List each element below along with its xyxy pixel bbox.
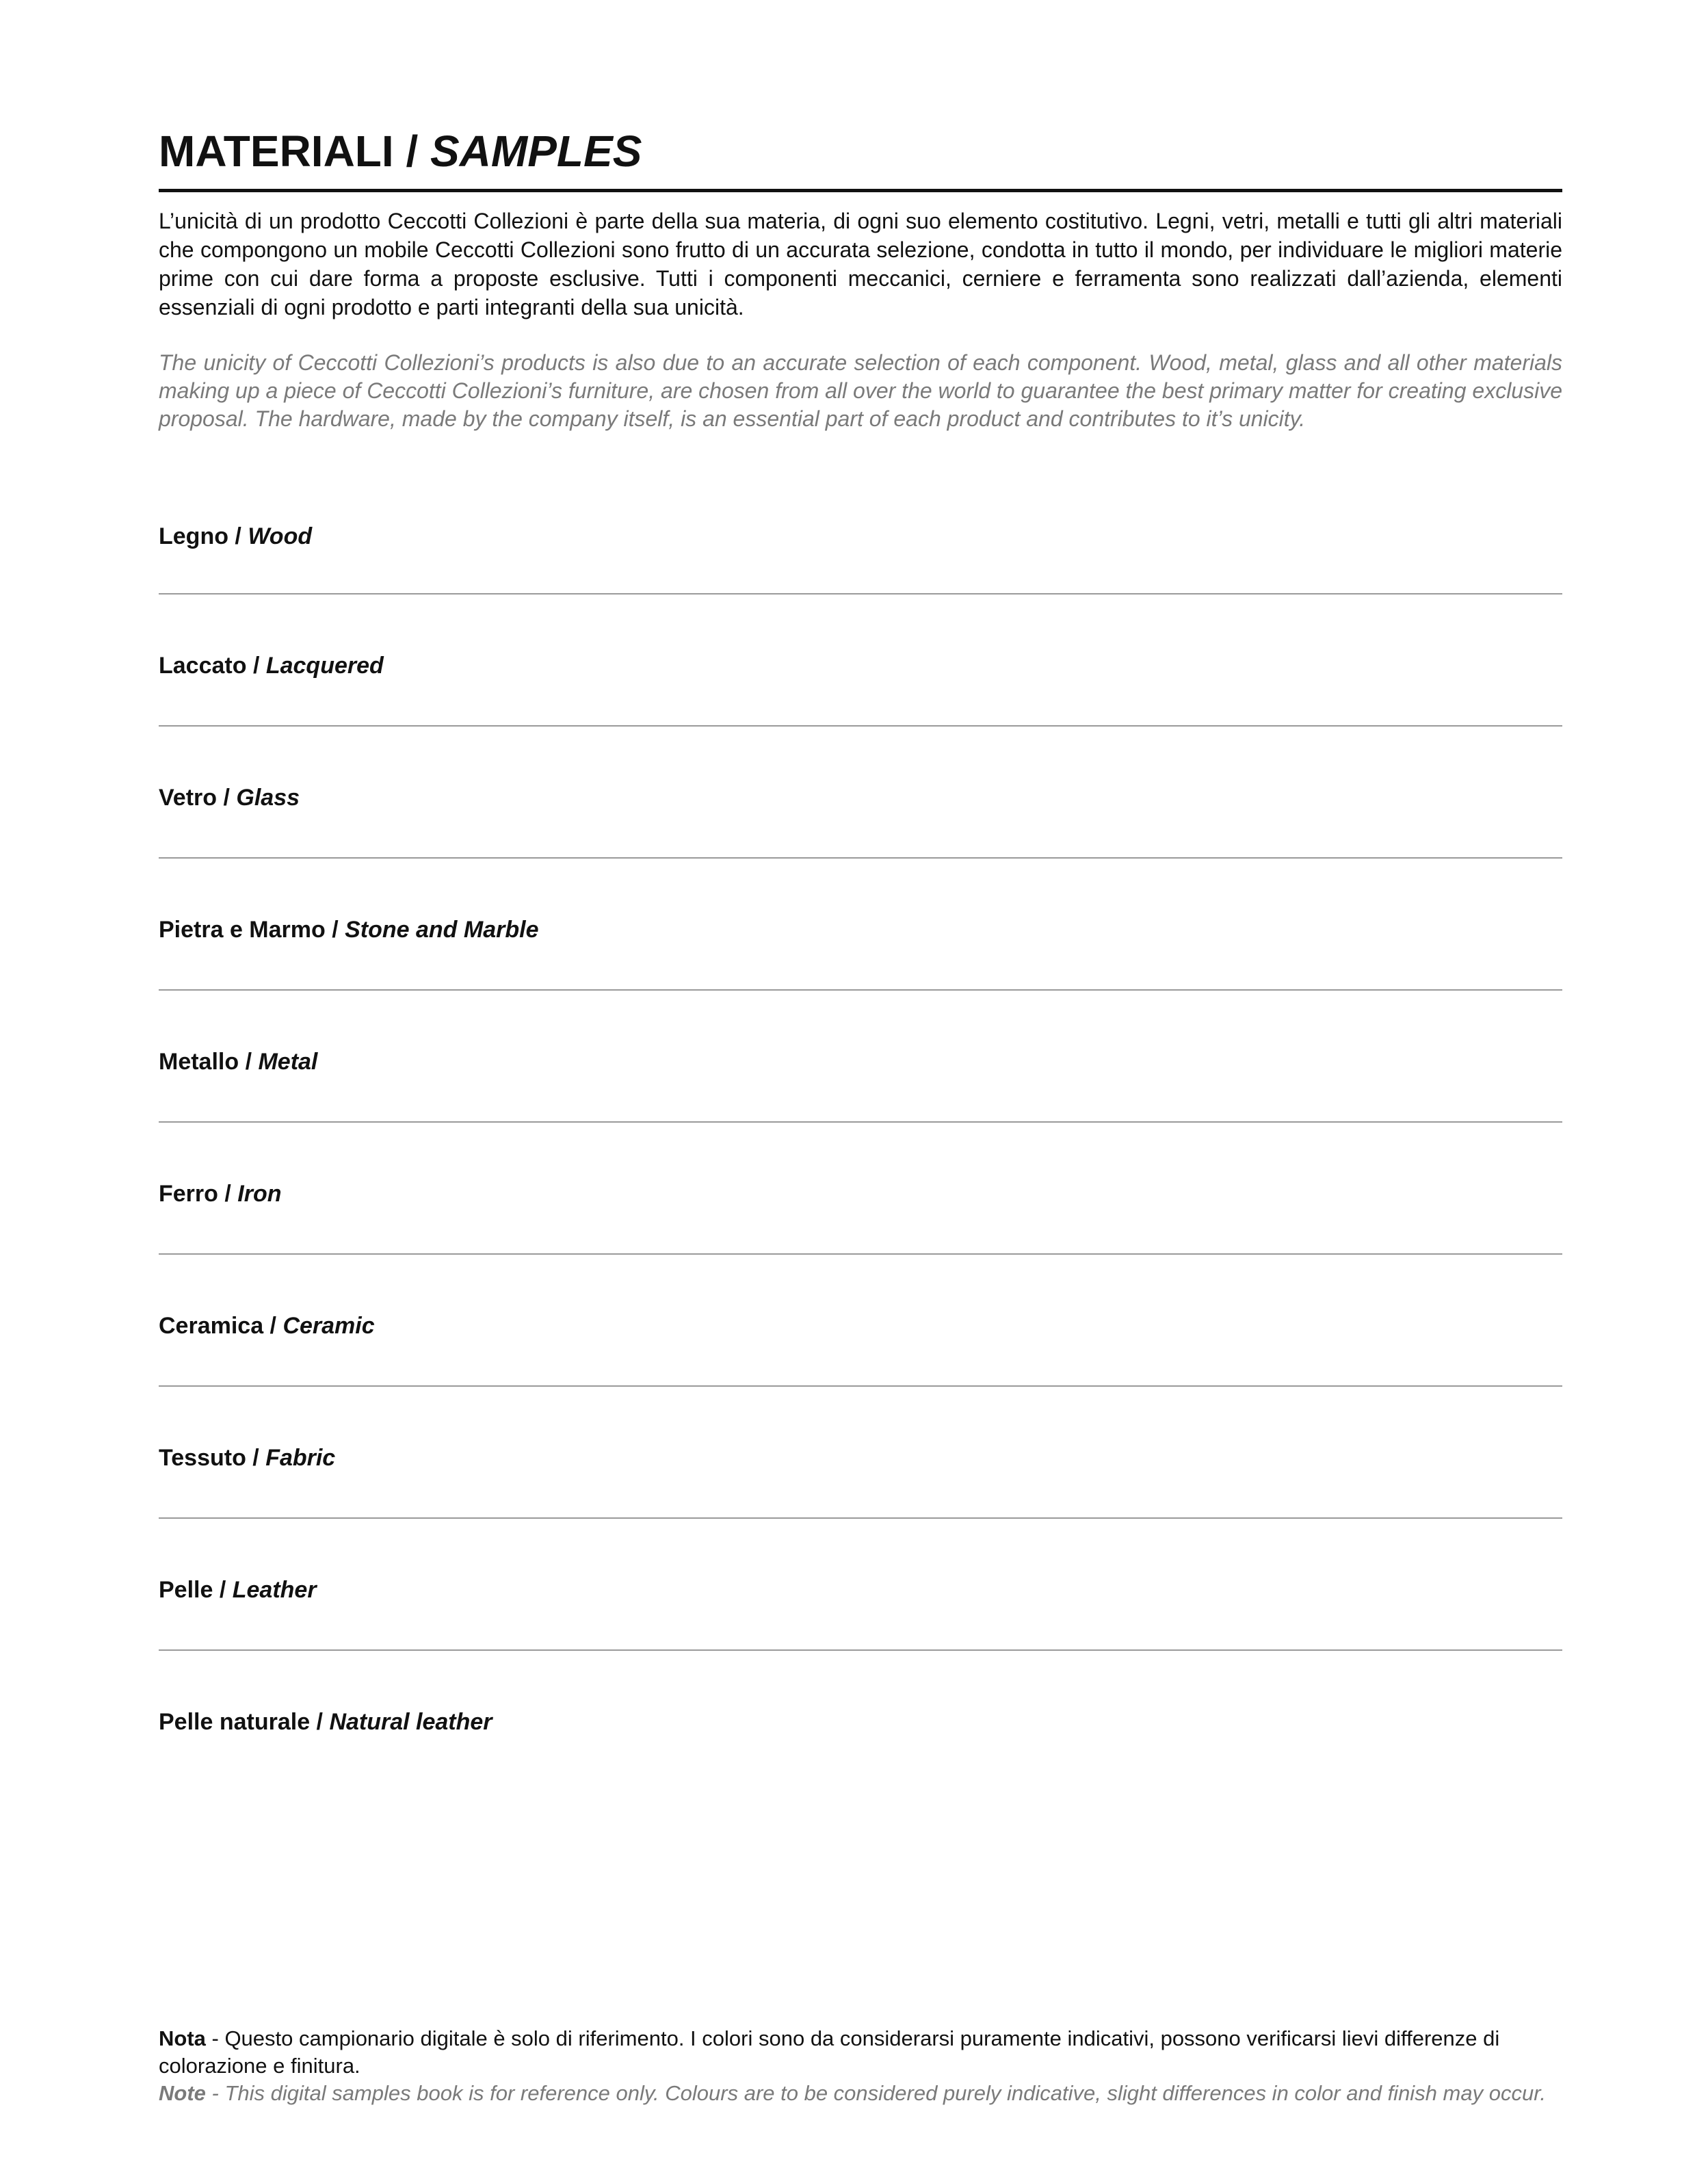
material-label: [159, 783, 300, 813]
note-italian: [159, 2025, 1562, 2080]
note-english-text: - This digital samples book is for reference only. Colours are to be considered purely indicative, slight differences in color and finish may occur.: [205, 2081, 1546, 2105]
material-label: [159, 1179, 281, 1209]
material-name-italian: Ceramica: [159, 1313, 264, 1339]
footer-note: [159, 2025, 1562, 2107]
material-name-english: Lacquered: [265, 653, 384, 679]
material-row: [159, 1255, 1562, 1387]
material-label: [159, 1047, 317, 1077]
note-italian-label: Nota: [159, 2026, 206, 2050]
material-row: [159, 1519, 1562, 1651]
material-separator: /: [217, 785, 237, 811]
page-title: [159, 120, 642, 182]
material-label: [159, 915, 538, 945]
material-row: [159, 727, 1562, 859]
material-label: [159, 1707, 492, 1737]
document-page: [159, 0, 1562, 2181]
material-label: [159, 1575, 317, 1605]
material-separator: /: [246, 653, 266, 679]
material-row: [159, 516, 1562, 595]
material-name-english: Fabric: [265, 1445, 336, 1471]
material-row: [159, 1123, 1562, 1255]
material-name-english: Natural leather: [329, 1709, 492, 1735]
material-separator: /: [325, 917, 345, 943]
material-label: [159, 651, 384, 681]
material-separator: /: [263, 1313, 283, 1339]
material-name-italian: Pelle: [159, 1577, 213, 1603]
intro-english: The unicity of Ceccotti Collezioni’s products is also due to an accurate selection of each component. Wood, metal, glass and all other materials making up a piece of Ceccotti Collezioni’s furniture, are chosen from all over the world to guarantee the best primary matter for creating exclusive proposal. The hardware, made by the company itself, is an essential part of each product and contributes to it’s unicity.: [159, 350, 1562, 431]
material-name-english: Wood: [248, 523, 313, 549]
material-name-english: Ceramic: [283, 1313, 375, 1339]
title-italian: MATERIALI: [159, 127, 394, 176]
material-name-english: Glass: [236, 785, 300, 811]
material-label: [159, 521, 312, 551]
note-english: [159, 2080, 1562, 2107]
material-name-italian: Metallo: [159, 1049, 239, 1075]
material-name-italian: Tessuto: [159, 1445, 246, 1471]
material-row: [159, 991, 1562, 1123]
material-name-english: Leather: [232, 1577, 317, 1603]
title-divider: [159, 189, 1562, 192]
material-separator: /: [228, 523, 248, 549]
note-italian-text: - Questo campionario digitale è solo di riferimento. I colori sono da considerarsi puramente indicativi, possono verificarsi lievi differenze di colorazione e finitura.: [159, 2026, 1500, 2078]
material-separator: /: [246, 1445, 266, 1471]
material-name-english: Metal: [258, 1049, 318, 1075]
material-name-english: Iron: [237, 1181, 282, 1207]
material-name-italian: Pelle naturale: [159, 1709, 311, 1735]
material-row: [159, 1651, 1562, 1783]
material-row: [159, 1387, 1562, 1519]
title-english: SAMPLES: [430, 127, 642, 176]
materials-list: [159, 506, 1562, 1783]
material-separator: /: [239, 1049, 259, 1075]
material-label: [159, 1311, 375, 1341]
material-name-italian: Legno: [159, 523, 228, 549]
material-name-italian: Vetro: [159, 785, 218, 811]
material-separator: /: [213, 1577, 233, 1603]
note-english-label: Note: [159, 2081, 206, 2105]
intro-italian: L’unicità di un prodotto Ceccotti Collezioni è parte della sua materia, di ogni suo elemento costitutivo. Legni, vetri, metalli e tutti gli altri materiali che compongono un mobile Ceccotti Collezioni sono frutto di un accurata selezione, condotta in tutto il mondo, per individuare le migliori materie prime con cui dare forma a proposte esclusive. Tutti i componenti meccanici, cerniere e ferramenta sono realizzati dall’azienda, elementi essenziali di ogni prodotto e parti integranti della sua unicità.: [159, 209, 1562, 319]
material-separator: /: [218, 1181, 238, 1207]
material-row: [159, 595, 1562, 727]
material-name-italian: Pietra e Marmo: [159, 917, 326, 943]
material-name-italian: Laccato: [159, 653, 247, 679]
material-separator: /: [310, 1709, 330, 1735]
title-separator: /: [393, 127, 430, 176]
material-label: [159, 1443, 335, 1473]
material-name-italian: Ferro: [159, 1181, 218, 1207]
material-name-english: Stone and Marble: [345, 917, 539, 943]
material-row: [159, 859, 1562, 991]
